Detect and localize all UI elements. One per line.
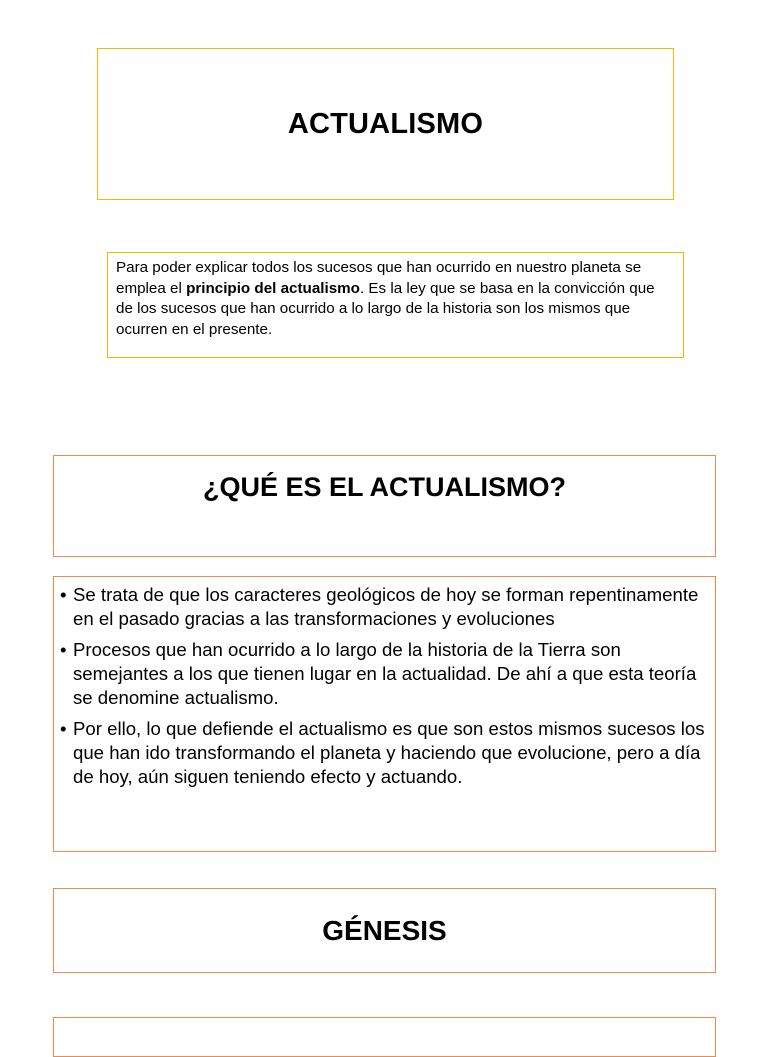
intro-bold-term: principio del actualismo xyxy=(186,279,360,297)
next-section-box xyxy=(53,1017,716,1057)
bullet-marker: • xyxy=(60,639,67,660)
title-box xyxy=(97,48,674,200)
page-title: ACTUALISMO xyxy=(287,107,484,140)
list-item-text: Procesos que han ocurrido a lo largo de la historia de la Tierra son semejantes a los que tienen lugar en la actualidad. De ahí a que esta teoría se denomine actualismo. xyxy=(73,639,697,708)
question-box xyxy=(53,455,716,557)
intro-text-end: . Es la ley que se basa en la convicción que de los sucesos que han ocurrido a lo largo de la historia son los mismos que ocurren en el presente. xyxy=(116,279,655,338)
bullet-list-box xyxy=(53,576,716,852)
bullet-marker: • xyxy=(60,718,67,739)
question-heading: ¿QUÉ ES EL ACTUALISMO? xyxy=(202,472,566,502)
list-item xyxy=(60,583,707,631)
list-item-text: Por ello, lo que defiende el actualismo es que son estos mismos sucesos los que han ido transformando el planeta y haciendo que evolucione, pero a día de hoy, aún siguen teniendo efecto y actuando. xyxy=(73,718,705,787)
bullet-list xyxy=(60,583,707,789)
list-item xyxy=(60,638,707,710)
genesis-heading: GÉNESIS xyxy=(322,914,447,946)
genesis-box xyxy=(53,888,716,973)
intro-text-start: Para poder explicar todos los sucesos que han ocurrido en nuestro planeta se emplea el xyxy=(116,259,642,297)
bullet-marker: • xyxy=(60,584,67,605)
intro-box xyxy=(107,252,684,358)
intro-paragraph xyxy=(116,258,675,340)
list-item xyxy=(60,717,707,789)
list-item-text: Se trata de que los caracteres geológicos de hoy se forman repentinamente en el pasado gracias a las transformaciones y evoluciones xyxy=(73,584,699,629)
